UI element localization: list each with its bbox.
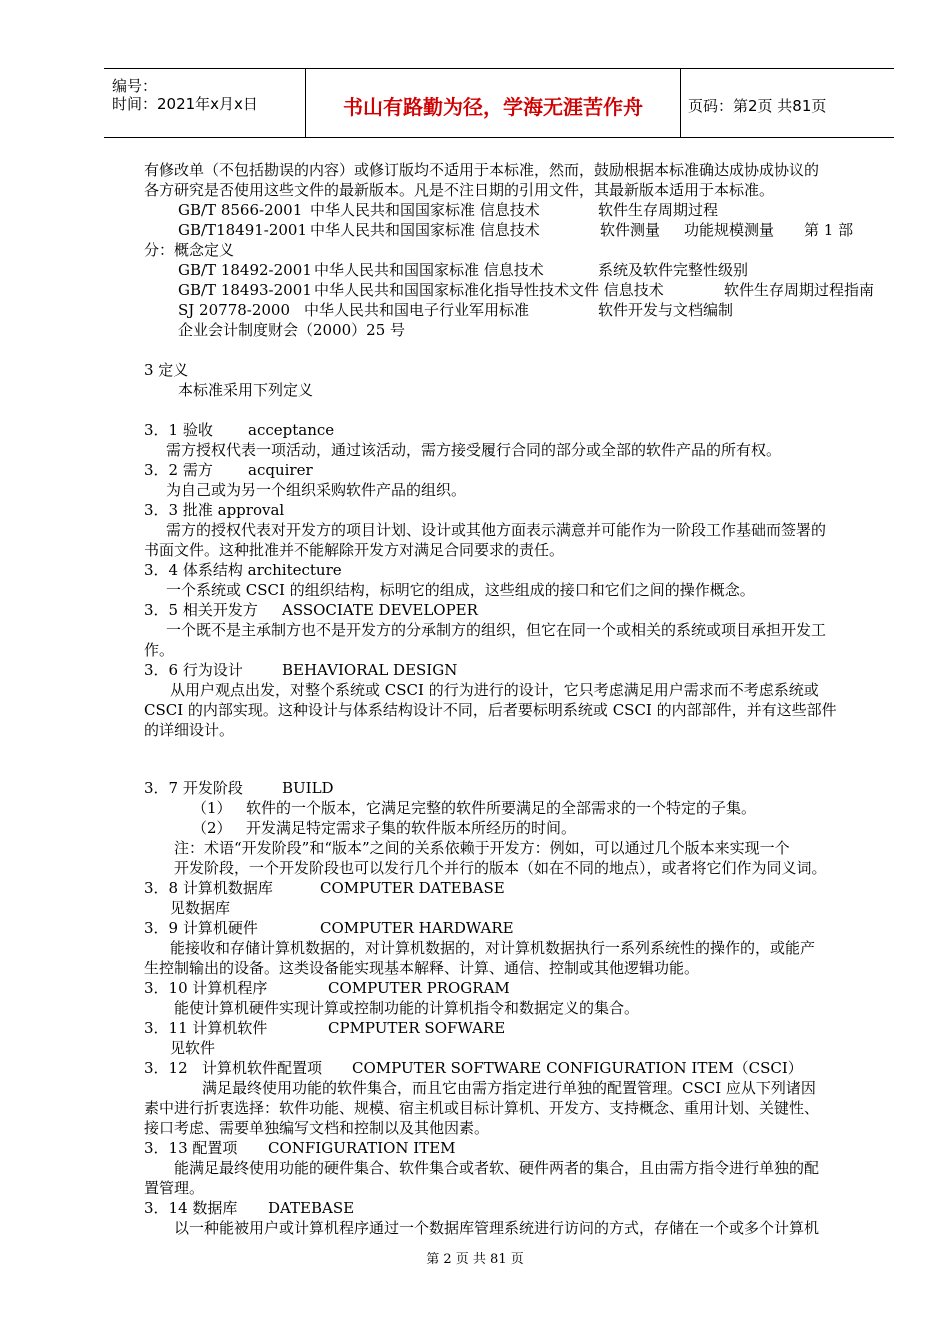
- text-segment: 一个系统或 CSCI 的组织结构，标明它的组成，这些组成的接口和它们之间的操作概念。: [166, 581, 755, 599]
- text-segment: COMPUTER PROGRAM: [328, 979, 510, 997]
- text-segment: 能满足最终使用功能的硬件集合、软件集合或者软、硬件两者的集合，且由需方指令进行单独的配: [174, 1159, 820, 1177]
- text-segment: COMPUTER SOFTWARE CONFIGURATION ITEM（CSCI）: [352, 1059, 803, 1077]
- text-segment: 本标准采用下列定义: [178, 381, 314, 399]
- text-segment: 3．6 行为设计: [144, 661, 243, 679]
- text-segment: 3 定义: [144, 361, 189, 379]
- header-page-cell: [680, 69, 894, 137]
- page-header: [104, 68, 894, 138]
- text-segment: CPMPUTER SOFWARE: [328, 1019, 506, 1037]
- page-footer: 第 2 页 共 81 页: [426, 1252, 524, 1267]
- text-segment: CSCI 的内部实现。这种设计与体系结构设计不同，后者要标明系统或 CSCI 的内部部件，并有这些部件: [144, 701, 837, 719]
- text-segment: 注：术语“开发阶段”和“版本”之间的关系依赖于开发方：例如，可以通过几个版本来实现一个: [174, 839, 790, 857]
- text-segment: 3．9 计算机硬件: [144, 919, 258, 937]
- text-segment: COMPUTER DATEBASE: [320, 879, 505, 897]
- text-segment: 系统及软件完整性级别: [598, 261, 749, 279]
- text-segment: 开发满足特定需求子集的软件版本所经历的时间。: [246, 819, 577, 837]
- text-segment: SJ 20778-2000: [178, 301, 291, 319]
- text-segment: 功能规模测量: [684, 221, 775, 239]
- text-segment: 见软件: [170, 1039, 216, 1057]
- text-segment: 3．2 需方: [144, 461, 213, 479]
- text-segment: 素中进行折衷选择：软件功能、规模、宿主机或目标计算机、开发方、支持概念、重用计划、关键性、: [144, 1099, 820, 1117]
- text-segment: 软件测量: [600, 221, 661, 239]
- text-segment: GB/T18491-2001: [178, 221, 308, 239]
- text-segment: 的详细设计。: [144, 721, 235, 739]
- text-segment: 软件的一个版本，它满足完整的软件所要满足的全部需求的一个特定的子集。: [246, 799, 757, 817]
- header-info-cell: [104, 69, 304, 137]
- text-segment: 3．14 数据库: [144, 1199, 238, 1217]
- text-segment: GB/T 18492-2001: [178, 261, 312, 279]
- text-segment: 中华人民共和国国家标准 信息技术: [314, 261, 544, 279]
- text-segment: 能接收和存储计算机数据的，对计算机数据的，对计算机数据执行一系列系统性的操作的，或能产: [170, 939, 816, 957]
- text-segment: （2）: [192, 819, 232, 837]
- text-segment: 有修改单（不包括勘误的内容）或修订版均不适用于本标准，然而，鼓励根据本标准确达成协成协议的: [144, 161, 820, 179]
- text-segment: 从用户观点出发，对整个系统或 CSCI 的行为进行的设计，它只考虑满足用户需求而不考虑系统或: [170, 681, 819, 699]
- text-segment: acquirer: [248, 461, 313, 479]
- text-segment: 分：概念定义: [144, 241, 235, 259]
- text-segment: GB/T 8566-2001: [178, 201, 303, 219]
- text-segment: 第 1 部: [804, 221, 854, 239]
- text-segment: 3．7 开发阶段: [144, 779, 243, 797]
- text-segment: 3．4 体系结构 architecture: [144, 561, 342, 579]
- text-segment: BUILD: [282, 779, 334, 797]
- text-segment: 计算机软件配置项: [202, 1059, 323, 1077]
- text-segment: 见数据库: [170, 899, 231, 917]
- text-segment: 满足最终使用功能的软件集合，而且它由需方指定进行单独的配置管理。CSCI 应从下列诸因: [202, 1079, 816, 1097]
- text-segment: 中华人民共和国国家标准化指导性技术文件 信息技术: [314, 281, 664, 299]
- text-segment: 软件生存周期过程: [598, 201, 719, 219]
- text-segment: 为自己或为另一个组织采购软件产品的组织。: [166, 481, 467, 499]
- text-segment: 3．10 计算机程序: [144, 979, 268, 997]
- text-segment: 3．8 计算机数据库: [144, 879, 273, 897]
- text-segment: （1）: [192, 799, 232, 817]
- text-segment: DATEBASE: [268, 1199, 355, 1217]
- text-segment: 能使计算机硬件实现计算或控制功能的计算机指令和数据定义的集合。: [174, 999, 640, 1017]
- text-segment: GB/T 18493-2001: [178, 281, 312, 299]
- header-page-number: 页码：第2页 共81页: [688, 97, 827, 115]
- text-segment: 中华人民共和国国家标准 信息技术: [310, 201, 540, 219]
- header-motto-cell: [305, 69, 681, 137]
- text-segment: 开发阶段，一个开发阶段也可以发行几个并行的版本（如在不同的地点），或者将它们作为同义词。: [174, 859, 827, 877]
- text-segment: COMPUTER HARDWARE: [320, 919, 514, 937]
- text-segment: 各方研究是否使用这些文件的最新版本。凡是不注日期的引用文件，其最新版本适用于本标准。: [144, 181, 775, 199]
- text-segment: 中华人民共和国电子行业军用标准: [304, 301, 530, 319]
- text-segment: 以一种能被用户或计算机程序通过一个数据库管理系统进行访问的方式，存储在一个或多个计算机: [174, 1219, 820, 1237]
- text-segment: 书面文件。这种批准并不能解除开发方对满足合同要求的责任。: [144, 541, 565, 559]
- text-segment: 需方授权代表一项活动，通过该活动，需方接受履行合同的部分或全部的软件产品的所有权。: [166, 441, 782, 459]
- text-segment: 一个既不是主承制方也不是开发方的分承制方的组织，但它在同一个或相关的系统或项目承担开发工: [166, 621, 827, 639]
- text-segment: BEHAVIORAL DESIGN: [282, 661, 458, 679]
- text-segment: 3．13 配置项: [144, 1139, 238, 1157]
- text-segment: ASSOCIATE DEVELOPER: [282, 601, 478, 619]
- text-segment: 接口考虑、需要单独编写文档和控制以及其他因素。: [144, 1119, 490, 1137]
- text-segment: 3．5 相关开发方: [144, 601, 258, 619]
- document-number-label: 编号：: [112, 77, 158, 95]
- text-segment: 企业会计制度财会（2000）25 号: [178, 321, 406, 339]
- text-segment: 3．3 批准 approval: [144, 501, 285, 519]
- text-segment: 3．11 计算机软件: [144, 1019, 268, 1037]
- text-segment: 需方的授权代表对开发方的项目计划、设计或其他方面表示满意并可能作为一阶段工作基础而签署的: [166, 521, 827, 539]
- text-segment: 中华人民共和国国家标准 信息技术: [310, 221, 540, 239]
- text-segment: 3．1 验收: [144, 421, 213, 439]
- text-segment: 3．12: [144, 1059, 188, 1077]
- text-segment: 软件生存周期过程指南: [724, 281, 875, 299]
- document-time-label: 时间：2021年x月x日: [112, 95, 258, 113]
- header-motto: 书山有路勤为径，学海无涯苦作舟: [343, 95, 643, 119]
- text-segment: 置管理。: [144, 1179, 205, 1197]
- text-segment: 生控制输出的设备。这类设备能实现基本解释、计算、通信、控制或其他逻辑功能。: [144, 959, 700, 977]
- text-segment: CONFIGURATION ITEM: [268, 1139, 456, 1157]
- text-segment: 软件开发与文档编制: [598, 301, 734, 319]
- text-segment: acceptance: [248, 421, 335, 439]
- text-segment: 作。: [144, 641, 175, 659]
